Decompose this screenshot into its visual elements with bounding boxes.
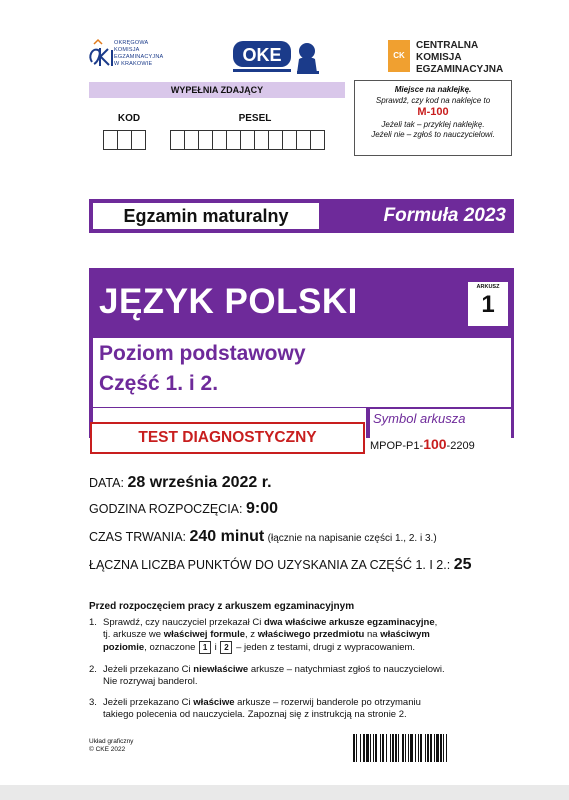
part-2-box: 2 <box>220 641 232 654</box>
pesel-box[interactable] <box>170 130 185 150</box>
pesel-box[interactable] <box>226 130 241 150</box>
pesel-box[interactable] <box>184 130 199 150</box>
fill-in-header: WYPEŁNIA ZDAJĄCY <box>89 82 345 98</box>
sticker-code: M-100 <box>417 106 449 118</box>
cke-badge: CK <box>388 40 410 72</box>
sticker-title: Miejsce na naklejkę. <box>394 85 472 94</box>
barcode-icon <box>353 734 517 762</box>
start-row <box>89 500 278 518</box>
exam-type: Egzamin maturalny <box>93 203 319 229</box>
level-text: Poziom podstawowy <box>99 342 306 365</box>
pesel-box[interactable] <box>198 130 213 150</box>
points-label: ŁĄCZNA LICZBA PUNKTÓW DO UZYSKANIA ZA CZĘŚĆ 1. I 2.: <box>89 558 451 572</box>
date-label: DATA: <box>89 476 124 490</box>
kod-label: KOD <box>117 113 141 124</box>
sticker-area <box>354 80 512 156</box>
start-label: GODZINA ROZPOCZĘCIA: <box>89 502 243 516</box>
duration-label: CZAS TRWANIA: <box>89 530 187 544</box>
kod-box[interactable] <box>131 130 146 150</box>
oke-krakow-logo <box>86 38 201 80</box>
pesel-box[interactable] <box>212 130 227 150</box>
arkusz-number: 1 <box>481 291 495 318</box>
symbol-box <box>370 409 511 454</box>
kod-input-boxes[interactable] <box>103 130 145 150</box>
exam-bar <box>89 199 514 233</box>
pesel-box[interactable] <box>268 130 283 150</box>
instruction-item-2: 2. Jeżeli przekazano Ci niewłaściwe arkusze – natychmiast zgłoś to nauczycielowi. Nie rozrywaj banderol. <box>89 664 445 687</box>
oke-logo <box>233 37 325 77</box>
pesel-box[interactable] <box>240 130 255 150</box>
exam-formula: Formuła 2023 <box>383 205 506 226</box>
pesel-label: PESEL <box>238 113 272 124</box>
points-value: 25 <box>453 556 472 573</box>
date-row <box>89 474 272 492</box>
date-value: 28 września 2022 r. <box>127 474 272 491</box>
pesel-box[interactable] <box>254 130 269 150</box>
duration-row <box>89 528 437 546</box>
symbol-label: Symbol arkusza <box>373 411 466 426</box>
duration-value: 240 minut <box>189 528 265 545</box>
oke-krakow-text: OKRĘGOWA KOMISJA EGZAMINACYJNA W KRAKOWIE <box>114 40 164 67</box>
sticker-line2: Jeżeli tak – przyklej naklejkę. <box>381 119 485 129</box>
test-diagnostic-label: TEST DIAGNOSTYCZNY <box>90 422 365 454</box>
kod-box[interactable] <box>117 130 132 150</box>
instruction-item-3: 3. Jeżeli przekazano Ci właściwe arkusze – rozerwij banderole po otrzymaniu takiego polecenia od nauczyciela. Zapoznaj się z instrukcją na stronie 2. <box>89 697 421 720</box>
sticker-line1: Sprawdź, czy kod na naklejce to <box>375 95 491 105</box>
pesel-box[interactable] <box>296 130 311 150</box>
kod-box[interactable] <box>103 130 118 150</box>
footer-credit: Układ graficzny © CKE 2022 <box>89 738 134 753</box>
pesel-input-boxes[interactable] <box>170 130 324 150</box>
sticker-line3: Jeżeli nie – zgłoś to nauczycielowi. <box>371 130 495 139</box>
oke-logo-text: OKE <box>242 45 282 65</box>
pesel-box[interactable] <box>282 130 297 150</box>
cke-text: CENTRALNA KOMISJA EGZAMINACYJNA <box>416 40 504 75</box>
oke-krakow-emblem-icon <box>86 38 116 74</box>
symbol-code: MPOP-P1-100-2209 <box>370 436 475 452</box>
cke-logo <box>388 40 528 76</box>
part-text: Część 1. i 2. <box>99 372 219 395</box>
instruction-item-1: 1. Sprawdź, czy nauczyciel przekazał Ci dwa właściwe arkusze egzaminacyjne, tj. arkusze we właściwej formule, z właściwego przedmiotu na właściwym poziomie, oznaczone 1 i 2 – jeden z testami, drugi z wypracowaniem. <box>89 617 438 653</box>
part-1-box: 1 <box>199 641 211 654</box>
page-bottom-edge <box>0 785 569 800</box>
duration-note: (łącznie na napisanie części 1., 2. i 3.) <box>267 533 437 544</box>
arkusz-label: ARKUSZ <box>476 284 500 290</box>
pesel-box[interactable] <box>310 130 325 150</box>
start-value: 9:00 <box>245 500 279 517</box>
points-row <box>89 556 471 574</box>
subject-title: JĘZYK POLSKI <box>99 282 358 321</box>
arkusz-box <box>467 281 509 327</box>
instructions-heading: Przed rozpoczęciem pracy z arkuszem egzaminacyjnym <box>89 601 355 612</box>
